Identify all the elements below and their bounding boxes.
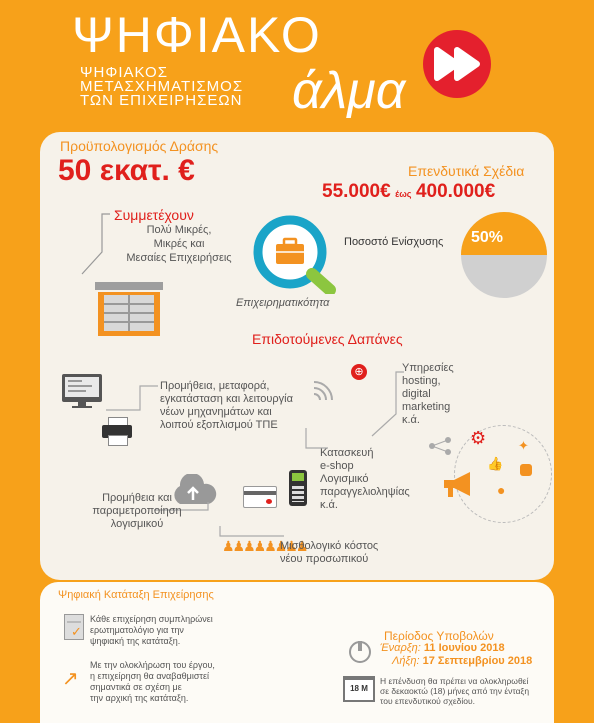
like-icon: 👍: [487, 456, 504, 471]
participants-line: Μεσαίες Επιχειρήσεις: [126, 252, 232, 264]
equipment-line: εγκατάσταση και λειτουργία: [160, 393, 293, 405]
period-note-line: σε δεκαοκτώ (18) μήνες από την ένταξη: [380, 686, 530, 696]
plans-min: 55.000€: [322, 181, 391, 202]
equipment-line: Προμήθεια, μεταφορά,: [160, 380, 270, 392]
period-end-label: Λήξη:: [392, 655, 420, 667]
period-end-value: 17 Σεπτεμβρίου 2018: [422, 655, 533, 667]
eshop-line: παραγγελιοληψίας: [320, 486, 410, 498]
participants-line: Πολύ Μικρές,: [146, 224, 212, 236]
budget-value: 50 εκατ. €: [58, 154, 195, 187]
document-check-icon: ✓: [64, 614, 84, 640]
period-note: [380, 676, 529, 706]
calendar-icon: 18 Μ: [343, 676, 375, 702]
header-subtitle-line: ΤΩΝ ΕΠΙΧΕΙΡΗΣΕΩΝ: [80, 92, 243, 109]
gear-icon: ⚙: [470, 428, 487, 448]
header-alma: άλμα: [292, 62, 406, 120]
header-subtitle-line: ΨΗΦΙΑΚΟΣ: [80, 64, 168, 81]
equipment-connector: [100, 370, 160, 430]
period-end: [392, 655, 532, 667]
power-icon: [349, 641, 371, 663]
hosting-text: [402, 362, 454, 427]
software-line: Προμήθεια και: [102, 492, 172, 504]
software-text: [82, 492, 192, 531]
plans-range: [322, 181, 495, 203]
hosting-line: digital: [402, 388, 431, 400]
participants-line: Μικρές και: [153, 238, 205, 250]
period-start-label: Έναρξη:: [380, 642, 421, 654]
equipment-text: [160, 380, 320, 432]
subsidy-value: 50%: [471, 229, 504, 246]
hosting-line: marketing: [402, 401, 451, 413]
hosting-line: Υπηρεσίες: [402, 362, 454, 374]
hosting-line: κ.ά.: [402, 414, 420, 426]
software-line: παραμετροποίηση: [92, 505, 182, 517]
building-icon: [95, 282, 163, 336]
classification-line: Με την ολοκλήρωση του έργου,: [90, 660, 215, 670]
period-note-line: Η επένδυση θα πρέπει να ολοκληρωθεί: [380, 676, 529, 686]
fast-forward-icon: [423, 30, 491, 98]
hosting-line: hosting,: [402, 375, 441, 387]
classification-line: ψηφιακή της κατάταξη.: [90, 636, 181, 646]
plans-sep: έως: [395, 189, 412, 199]
instagram-icon: [520, 464, 532, 476]
megaphone-icon: [440, 470, 474, 500]
eshop-line: κ.ά.: [320, 499, 338, 511]
subsidy-pie-chart: [459, 210, 549, 300]
participants-connector: [80, 212, 120, 282]
eshop-line: Λογισμικό: [320, 473, 369, 485]
classification-text-1: [90, 614, 213, 647]
twitter-icon: ✦: [518, 438, 529, 453]
period-note-line: του επενδυτικού σχεδίου.: [380, 696, 476, 706]
eshop-line: Κατασκευή: [320, 447, 374, 459]
expenses-title: Επιδοτούμενες Δαπάνες: [252, 331, 403, 347]
subsidy-label: Ποσοστό Ενίσχυσης: [344, 236, 444, 248]
plans-label: Επενδυτικά Σχέδια: [408, 163, 525, 179]
participants-label: Συμμετέχουν: [114, 207, 194, 223]
entrepreneurship-label: Επιχειρηματικότητα: [236, 297, 330, 309]
classification-line: ερωτηματολόγιο για την: [90, 625, 184, 635]
wifi-icon: [312, 380, 334, 402]
header-title: ΨΗΦΙΑΚΟ: [72, 7, 322, 63]
equipment-line: λοιπού εξοπλισμού ΤΠΕ: [160, 419, 278, 431]
participants-text: [114, 223, 244, 265]
magnifier-icon: [252, 214, 342, 294]
period-start-value: 11 Ιουνίου 2018: [423, 642, 505, 654]
eshop-text: [320, 447, 410, 512]
classification-line: την αρχική της κατάταξη.: [90, 693, 189, 703]
trend-up-icon: ↗: [62, 668, 79, 690]
pos-terminal-icon: [289, 470, 307, 506]
salary-connector: [216, 524, 286, 564]
classification-line: Κάθε επιχείρηση συμπληρώνει: [90, 614, 213, 624]
monitor-icon: [62, 374, 102, 408]
classification-title: Ψηφιακή Κατάταξη Επιχείρησης: [58, 589, 214, 601]
budget-label: Προϋπολογισμός Δράσης: [60, 138, 219, 154]
classification-text-2: [90, 660, 215, 704]
period-start: [380, 642, 505, 654]
people-icon: ♟♟♟♟♟♟♟♟: [222, 538, 307, 554]
globe-icon: ⊕: [351, 364, 367, 380]
credit-card-icon: [243, 486, 277, 508]
header-subtitle-line: ΜΕΤΑΣΧΗΜΑΤΙΣΜΟΣ: [80, 78, 244, 95]
eshop-line: e-shop: [320, 460, 354, 472]
classification-line: σημαντικά σε σχέση με: [90, 682, 182, 692]
salary-line: νέου προσωπικού: [280, 553, 369, 565]
header-subtitle: [80, 66, 243, 108]
salary-line: Μισθολογικό κόστος: [280, 540, 379, 552]
salary-text: [280, 540, 378, 566]
plans-max: 400.000€: [415, 181, 496, 202]
share-icon: [428, 436, 452, 456]
classification-line: η επιχείρηση θα αναβαθμιστεί: [90, 671, 209, 681]
equipment-line: νέων μηχανημάτων και: [160, 406, 272, 418]
chat-icon: ●: [497, 482, 506, 498]
period-title: Περίοδος Υποβολών: [384, 629, 494, 643]
hosting-connector: [366, 370, 406, 440]
software-line: λογισμικού: [110, 518, 164, 530]
